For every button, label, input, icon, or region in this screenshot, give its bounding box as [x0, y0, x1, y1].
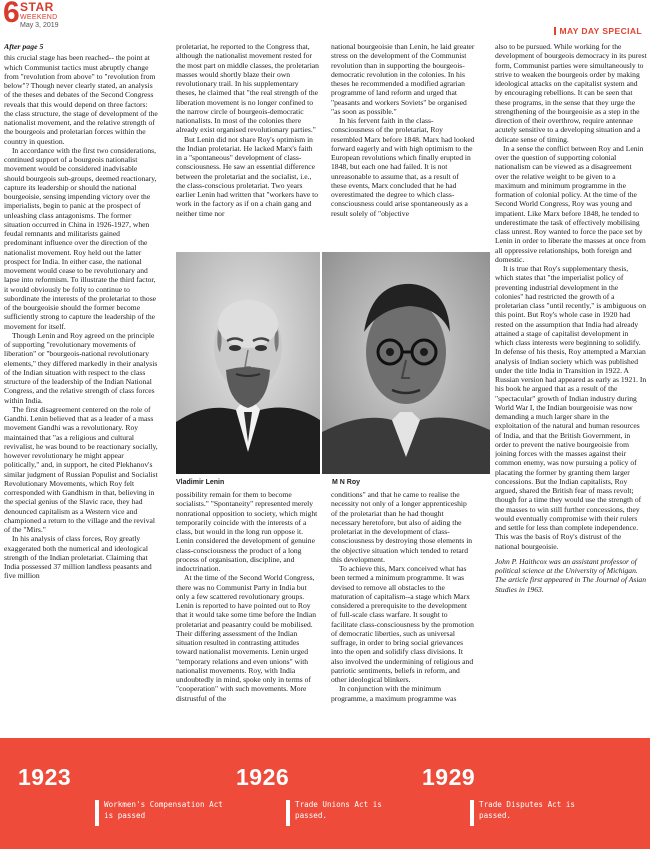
paragraph: But Lenin did not share Roy's optimism in the Indian proletariat. He lacked Marx's faith in a "spontaneous" development of class-consciousness. He saw an essential difference between the proletariat and the socialist, i.e., the class-conscious proletariat. Two years earlier Lenin had written that "workers have to work in the factory as if on a chain gang and neither time nor [176, 134, 319, 218]
timeline-text: Trade Unions Act is passed. [295, 800, 382, 820]
paragraph: this crucial stage has been reached-- the point at which Communist tactics must abruptly change from "revolution from above" to "revolution from below"? Though never clearly stated, an analysis of the theses and debates of the Second Congress reveals that this would depend on three factors: the class structure, the stage of development of the nationalist movement, and the relative strength of the bourgeois and proletarian forces within the country in question. [4, 53, 158, 146]
brand-name: STAR [20, 0, 54, 14]
paragraph: The first disagreement centered on the role of Gandhi. Lenin believed that as a leader of a mass movement Gandhi was a revolutionary. Roy maintained that "as a religious and cultural revivalist, he was bound to be reactionary socially, however revolutionary he might appear politically," and, in support, he cited Plekhanov's similar judgment of Russian Populist and Socialist Revolutionary Movements, which Roy felt corresponded with Gandhism in that, believing in the special genius of the Slavic race, they had denounced capitalism as a Western vice and championed a return to the village and the revival of the "Mirs." [4, 404, 158, 534]
paragraph: national bourgeoisie than Lenin, he laid greater stress on the development of the Communist revolution than in supporting the bourgeois-democratic revolution in the colonies. In his theses he recommended a modified agrarian programme of land reform and urged that "peasants and workers Soviets" be organised "as soon as possible." [331, 42, 475, 116]
lenin-caption: Vladimir Lenin [176, 479, 225, 486]
timeline-footer [0, 738, 650, 849]
roy-portrait-icon [322, 252, 490, 474]
paragraph: To achieve this, Marx conceived what has been termed a minimum programme. It was devised to remove all obstacles to the maturation of capitalism--a stage which Marx considered a prerequisite to the development of full-scale class warfare. It sought to facilitate class-consciousness by the promotion of democratic liberties, such as universal suffrage, in order to bring social grievances into the open and solidify class divisions. It also involved the undermining of religious and patriotic sentiments, beliefs in reform, and other ideological blinkers. [331, 564, 474, 684]
brand-edition: WEEKEND [20, 14, 58, 21]
paragraph: In his analysis of class forces, Roy greatly exaggerated both the numerical and ideological strength of the Indian proletariat. Claiming that India possessed 37 million landless peasants and five million [4, 534, 152, 581]
section-title: MAY DAY SPECIAL [559, 26, 642, 36]
article-column-4 [495, 42, 647, 777]
author-bio: John P. Haithcox was an assistant professor of political science at the University of Michigan. The article first appeared in The Journal of Asian Studies in 1963. [495, 556, 647, 594]
timeline-text: Trade Disputes Act is passed. [479, 800, 576, 820]
article-column-1 [4, 42, 158, 777]
paragraph: At the time of the Second World Congress, there was no Communist Party in India but only a few scattered revolutionary groups. Lenin is reported to have pointed out to Roy that it would take some time before the Indian proletariat and peasantry could be mobilised. Their differing assessment of the Indian situation resulted in contrasting attitudes toward nationalist movements. Lenin urged "temporary relations and even unions" with nationalist movements. Roy, with India undoubtedly in mind, spoke only in terms of "cooperation" with such movements. More distrustful of the [176, 573, 317, 703]
section-bar [554, 27, 556, 35]
roy-caption: M N Roy [332, 479, 360, 486]
paragraph: In accordance with the first two considerations, continued support of a bourgeois nationalist movement would be considered inadvisable should bourgeois sub-groups, deemed reactionary, capture its leadership or should the national bourgeoisie, sensing impending victory over the imperialists, begin to panic at the prospect of unleashing class antagonisms. The former situation occurred in China in 1926-1927, when feudal remnants and militarists gained predominant influence over the direction of the nationalist movement. Roy held out the latter prospect for India. In either case, the national movement would cease to be revolutionary and lapse into reformism. To illustrate the third factor, it would obviously be folly to continue to subordinate the interests of the proletariat to those of the bourgeoisie should the former become sufficiently strong to capture the leadership of the movement for itself. [4, 145, 157, 331]
brand-block [20, 1, 59, 29]
timeline-text: Workmen's Compensation Act is passed [104, 800, 223, 820]
article-column-3-top [331, 42, 475, 247]
timeline-marker [470, 800, 474, 826]
timeline-year: 1929 [422, 764, 476, 790]
roy-photo [322, 252, 490, 474]
paragraph: It is true that Roy's supplementary thesis, which states that "the imperialist policy of preventing industrial development in the colonies" had restricted the growth of a proletarian class "until recently," is ambiguous on this point. But Roy's whole case in 1920 had rested on the assumption that India had already attained a stage of capitalist development in which class interests were beginning to solidify. In defense of his thesis, Roy attempted a Marxian analysis of Indian society which was published under the title India in Transition in 1922. A Russian version had appeared as early as 1921. In his book he argued that as a result of the "spectacular" growth of Indian industry during World War I, the Indian bourgeoisie was now demanding a much larger share in the exploitation of the natural and human resources of India, and that the British Government, in order to prevent the native bourgeoisie from joining forces with the masses against their common enemy, was now pursuing a policy of placating the former by granting them larger concessions. But the Indian capitalists, Roy argued, shared the British fear of mass revolt; though for a time they would use the strength of the masses to win still further concessions, they would eventually compromise with their rulers and settle for less than complete independence. This was the basis of Roy's distrust of the national bourgeoisie. [495, 264, 647, 551]
paragraph: In a sense the conflict between Roy and Lenin over the question of supporting colonial nationalism can be viewed as a disagreement over the relative weight to be given to a maximum and minimum programme in the formation of colonial policy. At the time of the Second World Congress, Roy was young and impatient. Like Marx before 1848, he tended to underestimate the task of effectively mobilising class unrest. Roy wanted to force the pace set by Lenin in order to liberate the masses at once from all oppressive relationships, both foreign and domestic. [495, 143, 646, 264]
paragraph: In his fervent faith in the class-consciousness of the proletariat, Roy resembled Marx before 1848. Marx had looked forward eagerly and with high optimism to the European revolutions which finally erupted in 1848, but each one had failed. It is not unreasonable to assume that, as a result of these events, Marx concluded that he had overestimated the degree to which class-consciousness could arise spontaneously as a result solely of "objective [331, 116, 475, 218]
page-number: 6 [3, 0, 20, 29]
timeline-year: 1926 [236, 764, 290, 790]
article-column-3-bottom [331, 490, 475, 780]
continuation-kicker: After page 5 [4, 42, 44, 51]
issue-date: May 3, 2019 [20, 22, 59, 29]
paragraph: also to be pursued. While working for the development of bourgeois democracy in its purest form, Communist parties were simultaneously to strive to weaken the bourgeois order by making ideological attacks on the capitalist system and by encouraging rebellions. It can be seen that these programs, in the sense that they urge the strengthening of the bourgeoisie as a step in the direction of their overthrow, require antennae acutely sensitive to a developing situation and a delicate sense of timing. [495, 42, 647, 144]
paragraph: In conjunction with the minimum programme, a maximum programme was [331, 684, 457, 703]
paragraph: conditions" and that he came to realise the necessity not only of a longer apprenticeship of the proletariat than he had thought necessary heretofore, but also of aiding the proletariat in the development of class-consciousness by destroying those elements in the objective situation which tended to retard this development. [331, 490, 473, 564]
timeline-year: 1923 [18, 764, 72, 790]
lenin-photo [176, 252, 320, 474]
masthead [0, 0, 650, 40]
paragraph: Though Lenin and Roy agreed on the principle of supporting "revolutionary movements of liberation" or "bourgeois-national revolutionary elements," they differed markedly in their analysis of the Indian situation with respect to the class structure of the leadership of the Indian National Congress, and the relative strength of class forces within India. [4, 330, 158, 405]
paragraph: possibility remain for them to become socialists." "Spontaneity" represented merely nonrational opposition to society, which might temporarily coincide with the interests of a class, but would in the long run oppose it. Lenin considered the development of genuine class-consciousness the product of a long process of organisation, discipline, and indoctrination. [176, 490, 318, 573]
paragraph: proletariat, he reported to the Congress that, although the nationalist movement rested for the most part on middle classes, the proletarian masses would shortly blaze their own revolutionary trail. In his supplementary theses, he claimed that "the real strength of the liberation movement is no longer confined to the narrow circle of bourgeois-democratic nationalists. In most of the colonies there already exist organised revolutionary parties." [176, 42, 319, 135]
timeline-marker [286, 800, 290, 826]
lenin-portrait-icon [176, 252, 320, 474]
article-column-2-top [176, 42, 319, 247]
section-label [554, 26, 642, 36]
article-column-2-bottom [176, 490, 319, 780]
timeline-marker [95, 800, 99, 826]
